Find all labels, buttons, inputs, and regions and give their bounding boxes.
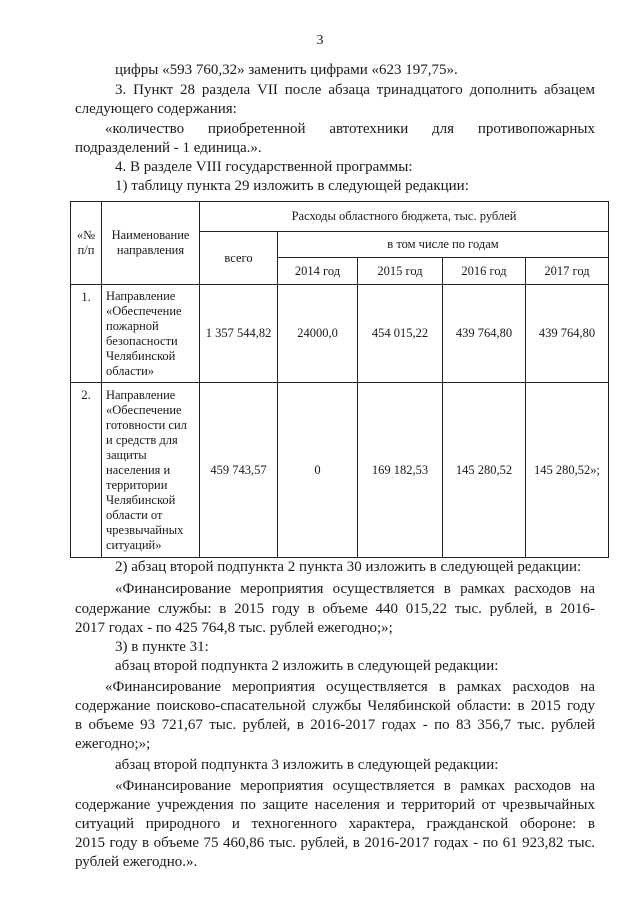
row-number: 2.	[71, 383, 102, 558]
header-year: 2015 год	[358, 258, 443, 285]
cell-total: 459 743,57	[200, 383, 278, 558]
text-line: абзац второй подпункта 3 изложить в следующей редакции:	[115, 757, 499, 773]
header-year: 2016 год	[443, 258, 526, 285]
text-line: рублей ежегодно.».	[75, 854, 198, 870]
cell-2014: 0	[278, 383, 358, 558]
cell-2017: 145 280,52»;	[526, 383, 609, 558]
text-line: содержание службы: в 2015 году в объеме 440 015,22 тыс. рублей, в 2016-	[75, 601, 595, 617]
cell-2015: 454 015,22	[358, 285, 443, 383]
cell-2015: 169 182,53	[358, 383, 443, 558]
header-number: «№ п/п	[71, 202, 102, 285]
cell-total: 1 357 544,82	[200, 285, 278, 383]
header-total: всего	[200, 232, 278, 285]
text-line: 4. В разделе VIII государственной программы:	[115, 159, 413, 175]
text-line: 1) таблицу пункта 29 изложить в следующей редакции:	[115, 178, 469, 194]
text-line: следующего содержания:	[75, 101, 237, 117]
text-line: ситуаций природного и техногенного характера, гражданской обороне: в	[75, 816, 595, 832]
row-name: Направление «Обеспечение пожарной безопасности Челябинской области»	[102, 285, 200, 383]
text-line: «количество приобретенной автотехники для противопожарных	[105, 121, 595, 137]
header-year: 2014 год	[278, 258, 358, 285]
text-line: 3. Пункт 28 раздела VII после абзаца тринадцатого дополнить абзацем	[115, 82, 595, 98]
header-expenses: Расходы областного бюджета, тыс. рублей	[200, 202, 609, 232]
cell-2016: 439 764,80	[443, 285, 526, 383]
cell-2014: 24000,0	[278, 285, 358, 383]
header-by-years: в том числе по годам	[278, 232, 609, 258]
row-name: Направление «Обеспечение готовности сил и средств для защиты населения и территории Челябинской области от чрезвычайных ситуаций»	[102, 383, 200, 558]
text-line: подразделений - 1 единица.».	[75, 140, 262, 156]
text-line: 2017 годах - по 425 764,8 тыс. рублей ежегодно;»;	[75, 620, 393, 636]
header-name: Наименование направления	[102, 202, 200, 285]
table-row	[71, 383, 609, 558]
text-line: 2015 году в объеме 75 460,86 тыс. рублей, в 2016-2017 годах - по 61 923,82 тыс.	[75, 835, 595, 851]
text-line: содержание учреждения по защите населения и территорий от чрезвычайных	[75, 797, 595, 813]
text-line: 3) в пункте 31:	[115, 639, 209, 655]
row-number: 1.	[71, 285, 102, 383]
table-row	[71, 285, 609, 383]
header-year: 2017 год	[526, 258, 609, 285]
text-line: в объеме 93 721,67 тыс. рублей, в 2016-2017 годах - по 83 356,7 тыс. рублей	[75, 717, 595, 733]
text-line: абзац второй подпункта 2 изложить в следующей редакции:	[115, 658, 499, 674]
text-line: содержание поисково-спасательной службы Челябинской области: в 2015 году	[75, 698, 595, 714]
cell-2017: 439 764,80	[526, 285, 609, 383]
text-line: «Финансирование мероприятия осуществляется в рамках расходов на	[105, 679, 595, 695]
text-line: «Финансирование мероприятия осуществляется в рамках расходов на	[115, 581, 595, 597]
budget-table	[70, 201, 609, 558]
text-line: цифры «593 760,32» заменить цифрами «623 197,75».	[115, 62, 458, 78]
text-line: 2) абзац второй подпункта 2 пункта 30 изложить в следующей редакции:	[115, 559, 582, 575]
page-number: 3	[316, 33, 324, 48]
text-line: «Финансирование мероприятия осуществляется в рамках расходов на	[115, 778, 595, 794]
text-line: ежегодно;»;	[75, 736, 151, 752]
cell-2016: 145 280,52	[443, 383, 526, 558]
